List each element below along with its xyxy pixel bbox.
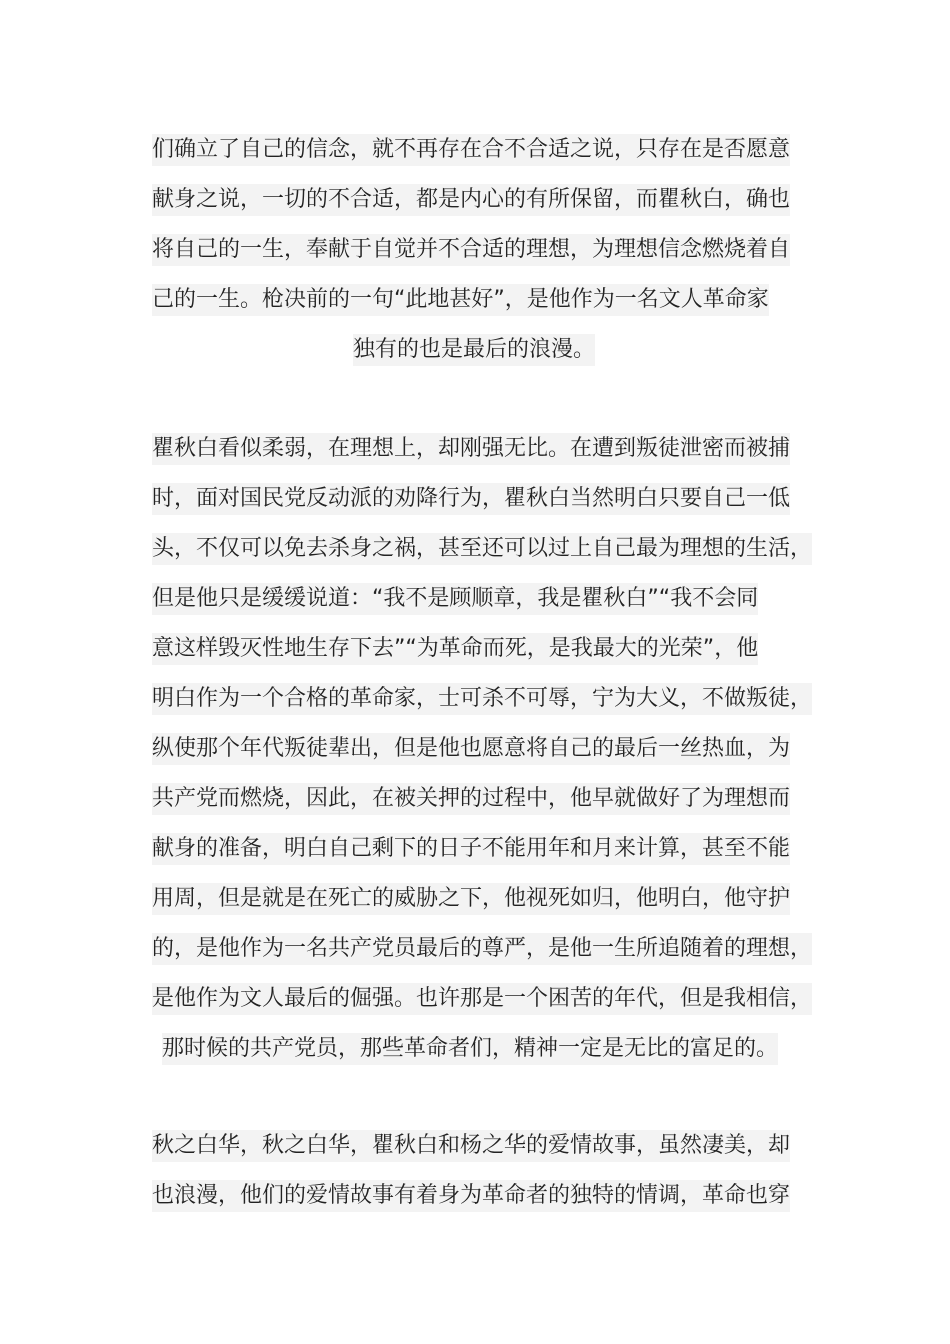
text-line: 将自己的一生，奉献于自觉并不合适的理想，为理想信念燃烧着自 — [152, 234, 790, 266]
text-line: 秋之白华，秋之白华，瞿秋白和杨之华的爱情故事，虽然凄美，却 — [152, 1130, 790, 1162]
text-line: 头，不仅可以免去杀身之祸，甚至还可以过上自己最为理想的生活， — [152, 533, 812, 565]
text-line: 们确立了自己的信念，就不再存在合不合适之说，只存在是否愿意 — [152, 134, 790, 166]
text-line: 明白作为一个合格的革命家，士可杀不可辱，宁为大义，不做叛徒， — [152, 683, 812, 715]
text-line: 是他作为文人最后的倔强。也许那是一个困苦的年代，但是我相信， — [152, 983, 812, 1015]
text-line: 的，是他作为一名共产党员最后的尊严，是他一生所追随着的理想， — [152, 933, 812, 965]
text-line: 献身的准备，明白自己剩下的日子不能用年和月来计算，甚至不能 — [152, 833, 790, 865]
text-line: 时，面对国民党反动派的劝降行为，瞿秋白当然明白只要自己一低 — [152, 483, 790, 515]
text-line: 意这样毁灭性地生存下去”“为革命而死，是我最大的光荣”，他 — [152, 633, 758, 665]
text-line: 己的一生。枪决前的一句“此地甚好”，是他作为一名文人革命家 — [152, 284, 769, 316]
text-line: 独有的也是最后的浪漫。 — [353, 334, 595, 366]
text-line: 共产党而燃烧，因此，在被关押的过程中，他早就做好了为理想而 — [152, 783, 790, 815]
text-line: 但是他只是缓缓说道：“我不是顾顺章，我是瞿秋白”“我不会同 — [152, 583, 758, 615]
text-line: 瞿秋白看似柔弱，在理想上，却刚强无比。在遭到叛徒泄密而被捕 — [152, 433, 790, 465]
text-line: 那时候的共产党员，那些革命者们，精神一定是无比的富足的。 — [162, 1033, 778, 1065]
text-line: 献身之说，一切的不合适，都是内心的有所保留，而瞿秋白，确也 — [152, 184, 790, 216]
text-line: 纵使那个年代叛徒辈出，但是他也愿意将自己的最后一丝热血，为 — [152, 733, 790, 765]
text-line: 也浪漫，他们的爱情故事有着身为革命者的独特的情调，革命也穿 — [152, 1180, 790, 1212]
text-line: 用周，但是就是在死亡的威胁之下，他视死如归，他明白，他守护 — [152, 883, 790, 915]
